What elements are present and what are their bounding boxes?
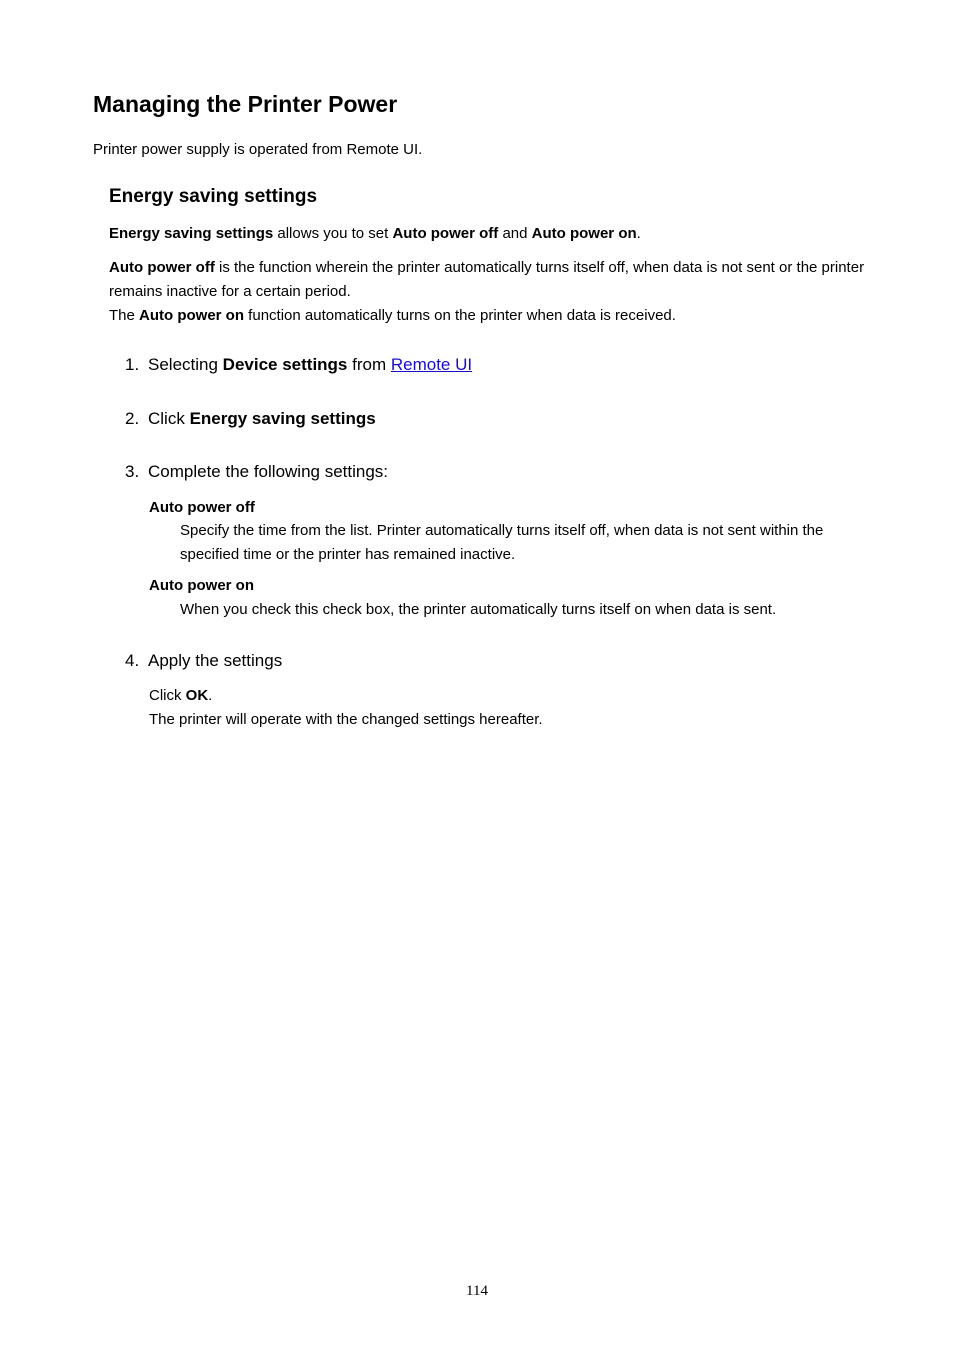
text-run: from <box>347 355 391 374</box>
text-run: and <box>498 225 532 242</box>
section-title: Energy saving settings <box>109 186 318 207</box>
text-run: Click <box>148 409 190 428</box>
section-description <box>109 256 869 328</box>
bold-term: Energy saving settings <box>109 225 274 242</box>
text-run: . <box>208 687 213 704</box>
text-run: function automatically turns on the printer when data is received. <box>244 307 676 324</box>
page-number: 114 <box>466 1283 488 1299</box>
text-run: The <box>109 307 140 324</box>
setting-term-auto-power-on: Auto power on <box>149 577 254 594</box>
section-summary <box>109 224 641 244</box>
step-number: 2. <box>125 409 140 428</box>
text-run: allows you to set <box>273 225 393 242</box>
text-run: is the function wherein the printer automatically turns itself off, when data is not sent or the printer remains inactive for a certain period. <box>109 259 865 300</box>
setting-desc-auto-power-on: When you check this check box, the printer automatically turns itself on when data is sent. <box>180 601 777 618</box>
step-3 <box>125 461 388 483</box>
bold-term: OK <box>185 687 209 704</box>
bold-term: Auto power off <box>392 225 499 242</box>
bold-term: Energy saving settings <box>189 409 376 428</box>
step-number: 1. <box>125 355 140 374</box>
setting-desc-auto-power-off: Specify the time from the list. Printer automatically turns itself off, when data is not sent within the specified time or the printer has remained inactive. <box>180 522 824 563</box>
apply-note: The printer will operate with the changed settings hereafter. <box>149 711 543 728</box>
step-1 <box>125 354 472 376</box>
step-number: 4. <box>125 651 140 670</box>
page-title: Managing the Printer Power <box>93 91 398 117</box>
setting-term-auto-power-off: Auto power off <box>149 499 255 516</box>
remote-ui-link[interactable]: Remote UI <box>390 355 473 374</box>
bold-term: Auto power on <box>139 307 245 324</box>
step-4 <box>125 650 282 672</box>
bold-term: Device settings <box>222 355 348 374</box>
text-run: Selecting <box>148 355 223 374</box>
text-run: Apply the settings <box>148 651 283 670</box>
text-run: Complete the following settings: <box>148 462 389 481</box>
apply-instruction <box>149 686 212 706</box>
text-run: . <box>636 225 641 242</box>
bold-term: Auto power on <box>531 225 637 242</box>
step-2 <box>125 408 376 430</box>
step-number: 3. <box>125 462 140 481</box>
text-run: Click <box>149 687 186 704</box>
bold-term: Auto power off <box>109 259 215 276</box>
intro-paragraph: Printer power supply is operated from Remote UI. <box>93 141 423 158</box>
